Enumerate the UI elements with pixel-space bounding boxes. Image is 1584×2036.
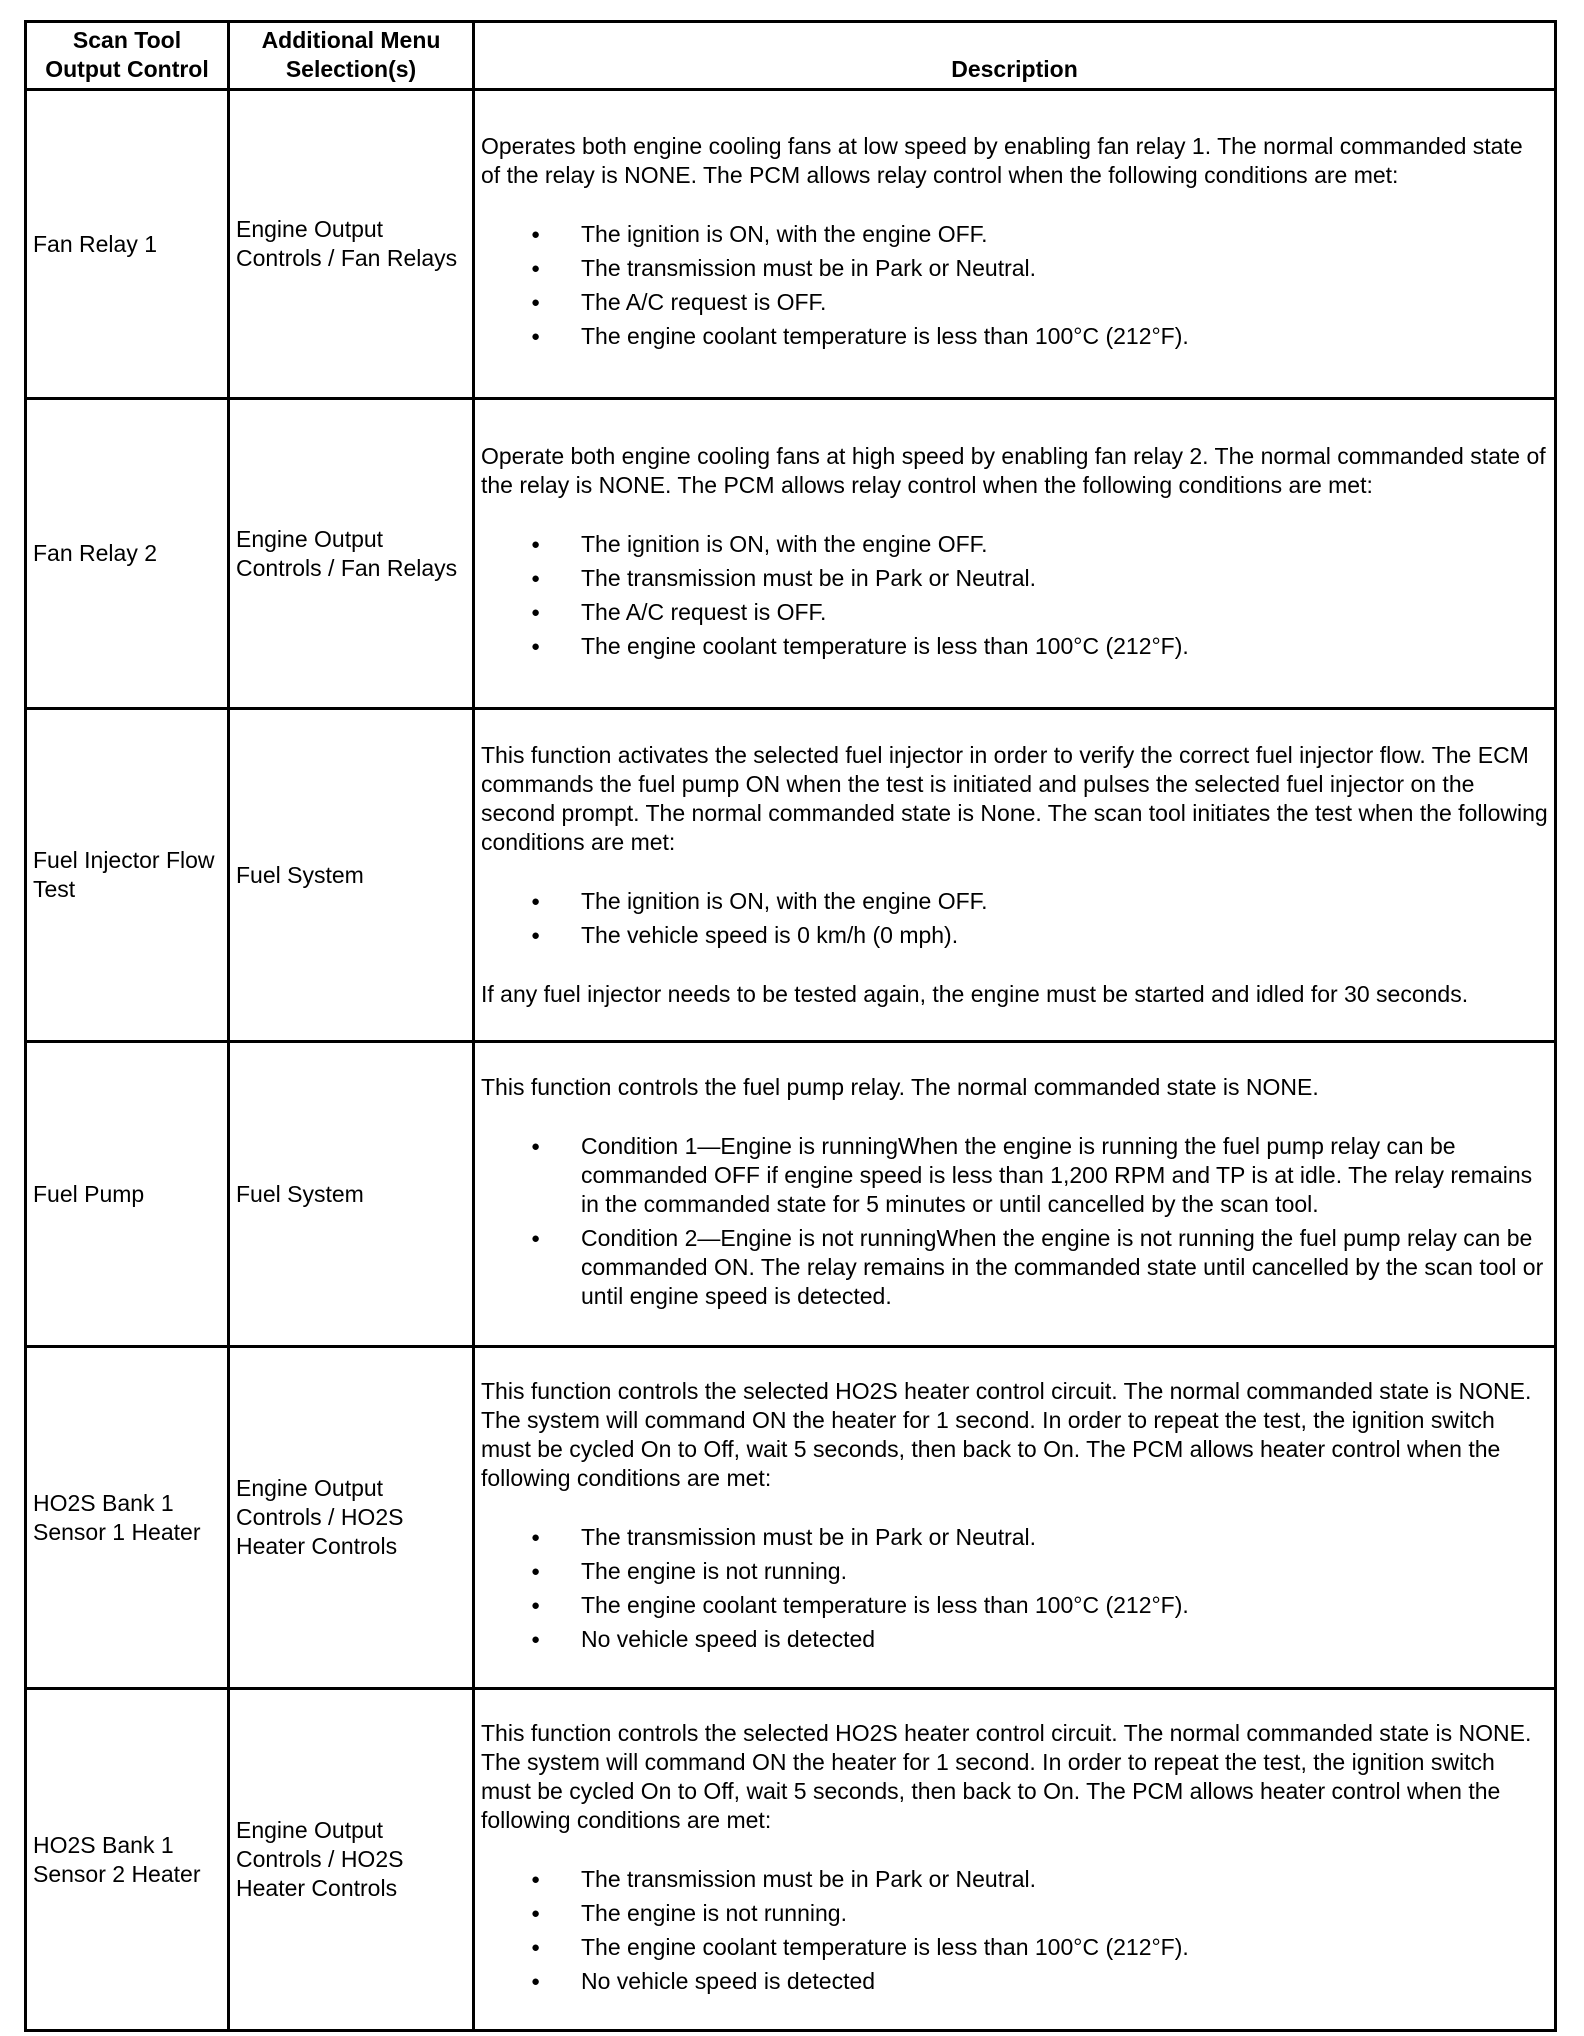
condition-item: ● The vehicle speed is 0 km/h (0 mph). bbox=[481, 921, 1548, 950]
output-control-name: Fuel Injector Flow Test bbox=[26, 709, 229, 1042]
description-cell bbox=[474, 1347, 1556, 1689]
table-row bbox=[26, 1347, 1556, 1689]
description-intro: This function controls the fuel pump relay. The normal commanded state is NONE. bbox=[481, 1073, 1319, 1100]
menu-selection: Engine Output Controls / HO2S Heater Controls bbox=[229, 1347, 474, 1689]
condition-item: ● The engine is not running. bbox=[481, 1899, 1548, 1928]
condition-list bbox=[481, 220, 1548, 351]
condition-item: ● The transmission must be in Park or Neutral. bbox=[481, 1865, 1548, 1894]
menu-selection: Fuel System bbox=[229, 709, 474, 1042]
condition-item: ● The A/C request is OFF. bbox=[481, 598, 1548, 627]
condition-item: ● No vehicle speed is detected bbox=[481, 1625, 1548, 1654]
header-description: Description bbox=[474, 22, 1556, 90]
condition-item: ● The ignition is ON, with the engine OFF. bbox=[481, 220, 1548, 249]
output-control-table bbox=[24, 20, 1557, 2032]
condition-item: ● Condition 1—Engine is runningWhen the engine is running the fuel pump relay can be commanded OFF if engine speed is less than 1,200 RPM and TP is at idle. The relay remains in the commanded state for 5 minutes or until cancelled by the scan tool. bbox=[481, 1132, 1548, 1219]
output-control-name: HO2S Bank 1 Sensor 1 Heater bbox=[26, 1347, 229, 1689]
table-row bbox=[26, 1689, 1556, 2031]
description-cell bbox=[474, 1689, 1556, 2031]
condition-item: ● No vehicle speed is detected bbox=[481, 1967, 1548, 1996]
description-intro: Operate both engine cooling fans at high speed by enabling fan relay 2. The normal commanded state of the relay is NONE. The PCM allows relay control when the following conditions are met: bbox=[481, 442, 1546, 498]
header-scan-tool-output-control: Scan Tool Output Control bbox=[26, 22, 229, 90]
table-row bbox=[26, 90, 1556, 399]
condition-item: ● The transmission must be in Park or Neutral. bbox=[481, 564, 1548, 593]
menu-selection: Engine Output Controls / HO2S Heater Controls bbox=[229, 1689, 474, 2031]
description-intro: This function controls the selected HO2S heater control circuit. The normal commanded state is NONE. The system will command ON the heater for 1 second. In order to repeat the test, the ignition switch must be cycled On to Off, wait 5 seconds, then back to On. The PCM allows heater control when the following conditions are met: bbox=[481, 1377, 1532, 1491]
output-control-name: Fuel Pump bbox=[26, 1042, 229, 1347]
description-note: If any fuel injector needs to be tested again, the engine must be started and idled for 30 seconds. bbox=[481, 981, 1469, 1007]
output-control-name: Fan Relay 2 bbox=[26, 399, 229, 709]
table-row bbox=[26, 399, 1556, 709]
description-cell bbox=[474, 709, 1556, 1042]
condition-list bbox=[481, 1865, 1548, 1996]
description-cell bbox=[474, 1042, 1556, 1347]
header-row bbox=[26, 22, 1556, 90]
condition-item: ● Condition 2—Engine is not runningWhen the engine is not running the fuel pump relay can be commanded ON. The relay remains in the commanded state until cancelled by the scan tool or until engine speed is detected. bbox=[481, 1224, 1548, 1311]
condition-list bbox=[481, 1523, 1548, 1654]
condition-item: ● The transmission must be in Park or Neutral. bbox=[481, 1523, 1548, 1552]
description-cell bbox=[474, 399, 1556, 709]
table-row bbox=[26, 709, 1556, 1042]
description-intro: Operates both engine cooling fans at low speed by enabling fan relay 1. The normal commanded state of the relay is NONE. The PCM allows relay control when the following conditions are met: bbox=[481, 133, 1523, 188]
menu-selection: Fuel System bbox=[229, 1042, 474, 1347]
menu-selection: Engine Output Controls / Fan Relays bbox=[229, 90, 474, 399]
condition-list bbox=[481, 887, 1548, 950]
condition-item: ● The A/C request is OFF. bbox=[481, 288, 1548, 317]
condition-item: ● The engine coolant temperature is less than 100°C (212°F). bbox=[481, 632, 1548, 661]
header-additional-menu-selection: Additional Menu Selection(s) bbox=[229, 22, 474, 90]
condition-list bbox=[481, 530, 1548, 661]
condition-item: ● The engine coolant temperature is less than 100°C (212°F). bbox=[481, 1591, 1548, 1620]
output-control-name: HO2S Bank 1 Sensor 2 Heater bbox=[26, 1689, 229, 2031]
condition-item: ● The ignition is ON, with the engine OFF. bbox=[481, 887, 1548, 916]
condition-item: ● The engine coolant temperature is less than 100°C (212°F). bbox=[481, 1933, 1548, 1962]
condition-list bbox=[481, 1132, 1548, 1311]
table-row bbox=[26, 1042, 1556, 1347]
menu-selection: Engine Output Controls / Fan Relays bbox=[229, 399, 474, 709]
condition-item: ● The transmission must be in Park or Neutral. bbox=[481, 254, 1548, 283]
description-intro: This function activates the selected fuel injector in order to verify the correct fuel injector flow. The ECM commands the fuel pump ON when the test is initiated and pulses the selected fuel injector on the second prompt. The normal commanded state is None. The scan tool initiates the test when the following conditions are met: bbox=[481, 742, 1548, 855]
output-control-name: Fan Relay 1 bbox=[26, 90, 229, 399]
description-cell bbox=[474, 90, 1556, 399]
condition-item: ● The ignition is ON, with the engine OFF. bbox=[481, 530, 1548, 559]
description-intro: This function controls the selected HO2S heater control circuit. The normal commanded state is NONE. The system will command ON the heater for 1 second. In order to repeat the test, the ignition switch must be cycled On to Off, wait 5 seconds, then back to On. The PCM allows heater control when the following conditions are met: bbox=[481, 1719, 1532, 1833]
condition-item: ● The engine coolant temperature is less than 100°C (212°F). bbox=[481, 322, 1548, 351]
condition-item: ● The engine is not running. bbox=[481, 1557, 1548, 1586]
